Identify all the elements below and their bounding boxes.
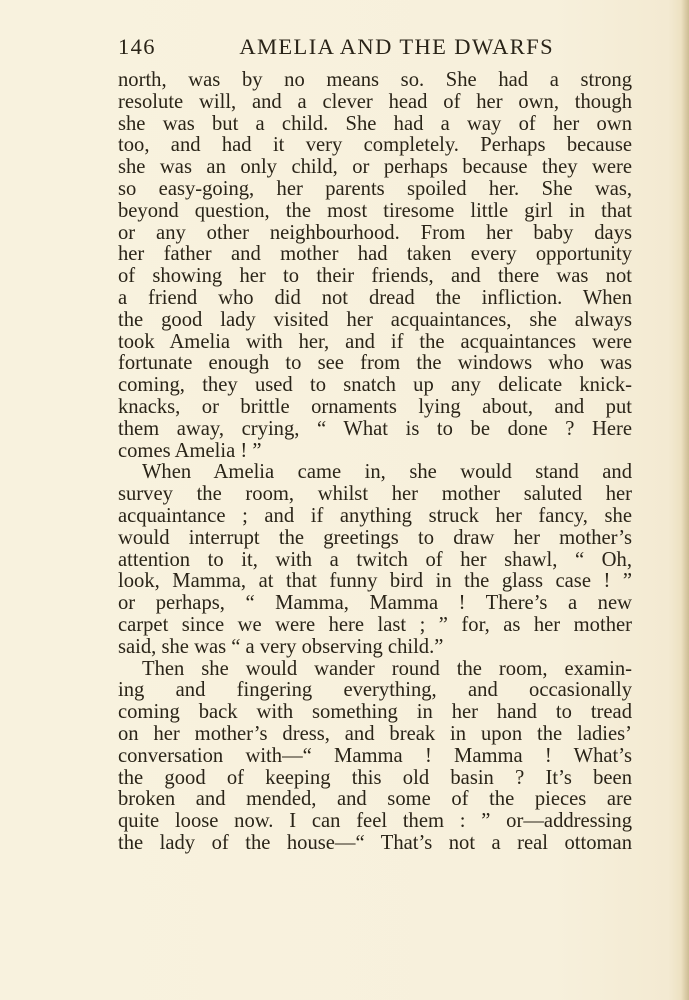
text-line: look, Mamma, at that funny bird in the glass case ! ” bbox=[118, 570, 632, 593]
text-line: survey the room, whilst her mother saluted her bbox=[118, 483, 632, 506]
text-line: her father and mother had taken every opportunity bbox=[118, 243, 632, 266]
text-line: coming, they used to snatch up any delicate knick- bbox=[118, 374, 632, 397]
text-line: she was but a child. She had a way of her own bbox=[118, 112, 632, 135]
text-line: conversation with—“ Mamma ! Mamma ! What’s bbox=[118, 744, 632, 767]
text-line: the lady of the house—“ That’s not a real ottoman bbox=[118, 831, 632, 854]
text-line: the good of keeping this old basin ? It’s been bbox=[118, 766, 632, 789]
text-line: so easy-going, her parents spoiled her. She was, bbox=[118, 177, 632, 200]
text-line: knacks, or brittle ornaments lying about, and put bbox=[118, 395, 632, 418]
text-line: took Amelia with her, and if the acquaintances were bbox=[118, 330, 632, 353]
text-line: comes Amelia ! ” bbox=[118, 439, 262, 462]
running-head bbox=[118, 32, 554, 62]
text-line: quite loose now. I can feel them : ” or—addressing bbox=[118, 810, 632, 833]
text-line: acquaintance ; and if anything struck her fancy, she bbox=[118, 504, 632, 527]
text-line: ing and fingering everything, and occasionally bbox=[118, 679, 632, 702]
text-line: north, was by no means so. She had a strong bbox=[118, 69, 632, 91]
text-line: or perhaps, “ Mamma, Mamma ! There’s a new bbox=[118, 592, 632, 615]
text-line: resolute will, and a clever head of her own, though bbox=[118, 90, 632, 113]
running-title: AMELIA AND THE DWARFS bbox=[239, 34, 554, 59]
text-line: Then she would wander round the room, examin- bbox=[142, 657, 632, 680]
text-line: or any other neighbourhood. From her baby days bbox=[118, 221, 632, 244]
text-line: of showing her to their friends, and there was not bbox=[118, 265, 632, 288]
text-line: would interrupt the greetings to draw her mother’s bbox=[118, 526, 632, 549]
text-line: When Amelia came in, she would stand and bbox=[142, 461, 632, 484]
text-line: said, she was “ a very observing child.” bbox=[118, 635, 444, 658]
text-line: too, and had it very completely. Perhaps because bbox=[118, 134, 632, 157]
text-line: carpet since we were here last ; ” for, as her mother bbox=[118, 613, 632, 636]
text-line: broken and mended, and some of the pieces are bbox=[118, 788, 632, 811]
text-line: them away, crying, “ What is to be done ? Here bbox=[118, 417, 632, 440]
page-edge-shadow bbox=[681, 0, 689, 1000]
text-line: the good lady visited her acquaintances, she always bbox=[118, 308, 632, 331]
text-line: a friend who did not dread the infliction. When bbox=[118, 286, 632, 309]
text-line: attention to it, with a twitch of her shawl, “ Oh, bbox=[118, 548, 632, 571]
body-text bbox=[118, 70, 632, 855]
text-line: on her mother’s dress, and break in upon the ladies’ bbox=[118, 722, 632, 745]
text-line: fortunate enough to see from the windows who was bbox=[118, 352, 632, 375]
text-line: beyond question, the most tiresome little girl in that bbox=[118, 199, 632, 222]
text-line: she was an only child, or perhaps because they were bbox=[118, 156, 632, 179]
text-line: coming back with something in her hand to tread bbox=[118, 701, 632, 724]
page-number: 146 bbox=[118, 34, 156, 59]
